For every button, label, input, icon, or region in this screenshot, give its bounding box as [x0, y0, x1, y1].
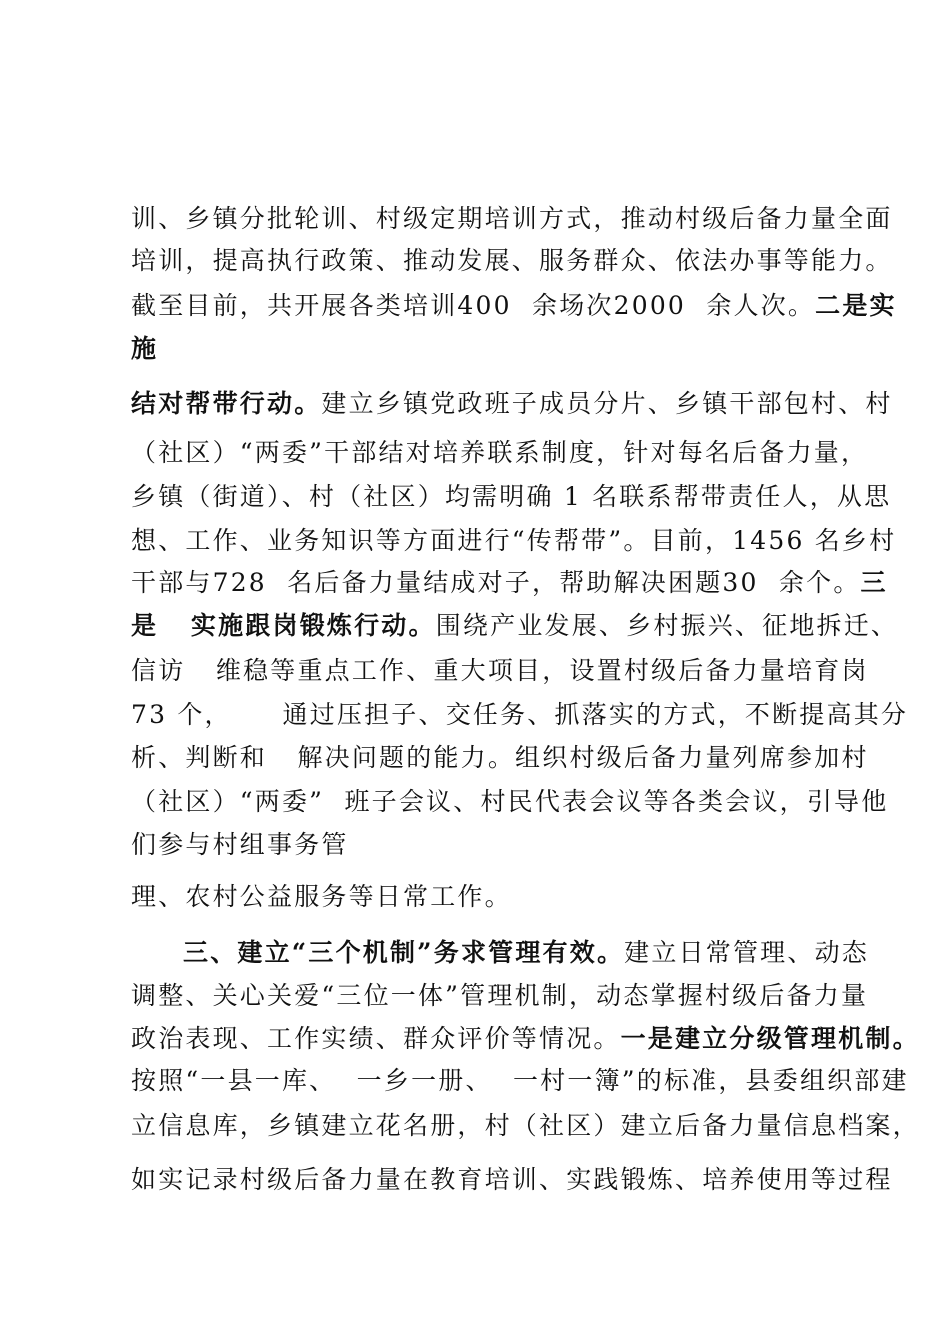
section-heading-line: 三、建立“三个机制”务求管理有效。建立日常管理、动态 [183, 938, 869, 967]
text-line: 析、判断和 解决问题的能力。组织村级后备力量列席参加村 [131, 743, 869, 772]
text-line: 想、工作、业务知识等方面进行“传帮带”。目前，1456 名乡村 [131, 526, 897, 555]
text-line: 理、农村公益服务等日常工作。 [131, 882, 512, 911]
text-line: 立信息库，乡镇建立花名册，村（社区）建立后备力量信息档案， [131, 1111, 920, 1140]
text-line: 73 个， 通过压担子、交任务、抓落实的方式，不断提高其分 [131, 700, 909, 729]
text-line: 干部与728 名后备力量结成对子，帮助解决困题30 余个。三 [131, 568, 888, 597]
text-line: （社区）“两委” 班子会议、村民代表会议等各类会议，引导他 [131, 787, 889, 816]
text-line: 按照“一县一库、 一乡一册、 一村一簿”的标准，县委组织部建 [131, 1066, 909, 1095]
text-line: 截至目前，共开展各类培训400 余场次2000 余人次。二是实 [131, 291, 897, 320]
text-line: 施 [131, 334, 159, 363]
text-line: 训、乡镇分批轮训、村级定期培训方式，推动村级后备力量全面 [131, 204, 893, 233]
text-line: 信访 维稳等重点工作、重大项目，设置村级后备力量培育岗 [131, 656, 869, 685]
text-line: 政治表现、工作实绩、群众评价等情况。一是建立分级管理机制。 [131, 1024, 920, 1053]
text-line: 调整、关心关爱“三位一体”管理机制，动态掌握村级后备力量 [131, 981, 869, 1010]
text-line: 是 实施跟岗锻炼行动。围绕产业发展、乡村振兴、征地拆迁、 [131, 611, 899, 640]
text-line: 如实记录村级后备力量在教育培训、实践锻炼、培养使用等过程 [131, 1165, 893, 1194]
text-line: 结对帮带行动。建立乡镇党政班子成员分片、乡镇干部包村、村 [131, 389, 893, 418]
text-line: （社区）“两委”干部结对培养联系制度，针对每名后备力量， [131, 438, 869, 467]
text-line: 培训，提高执行政策、推动发展、服务群众、依法办事等能力。 [131, 246, 893, 275]
text-line: 们参与村组事务管 [131, 830, 349, 859]
text-line: 乡镇（街道）、村（社区）均需明确 1 名联系帮带责任人，从思 [131, 482, 892, 511]
